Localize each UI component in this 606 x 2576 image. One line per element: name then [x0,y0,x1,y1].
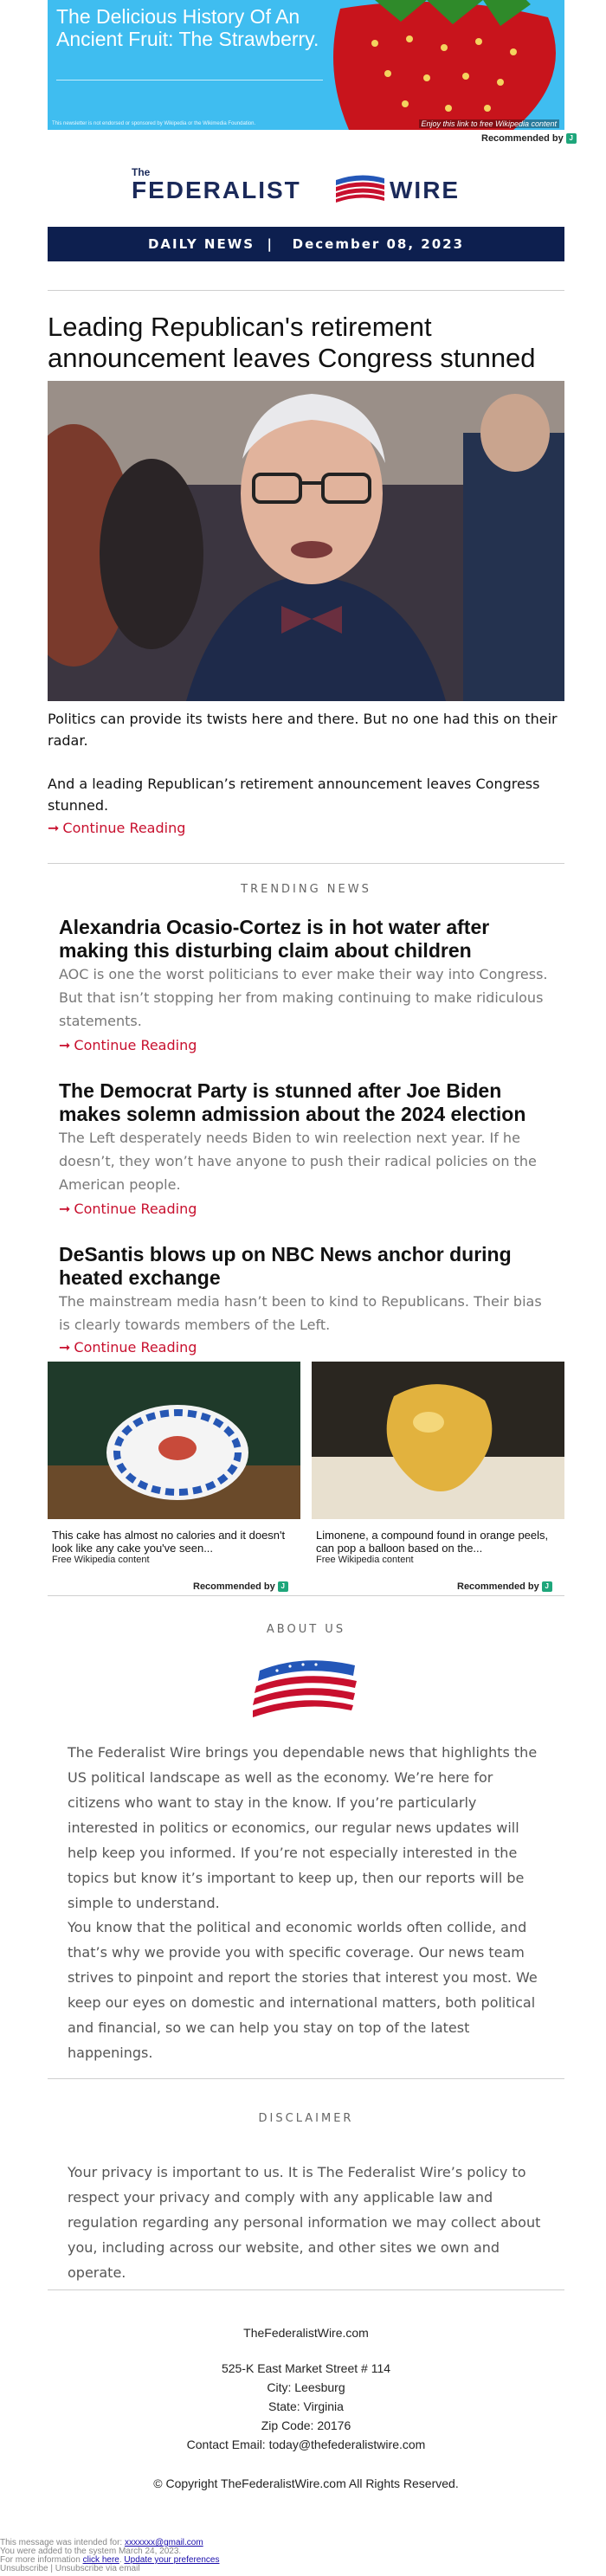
disclaimer-heading: DISCLAIMER [258,2112,354,2125]
trending-continue-reading-2[interactable] [59,1201,197,1217]
continue-reading-text: Continue Reading [62,820,186,836]
flag-icon [334,171,386,204]
lead-story-photo[interactable] [48,381,564,701]
footer-copyright: © Copyright TheFederalistWire.com All Rights Reserved. [153,2476,459,2490]
about-us-heading: ABOUT US [266,1623,346,1636]
trending-headline-1[interactable]: Alexandria Ocasio-Cortez is in hot water after making this disturbing claim about children [59,916,490,962]
divider [48,2289,564,2290]
recommended-text: Recommended by [457,1581,539,1592]
recommender-logo-icon: J [278,1581,288,1592]
recommender-logo-icon: J [566,133,577,144]
balloon-image [312,1362,564,1519]
card-source-1: Free Wikipedia content [52,1555,150,1565]
trending-headline-3[interactable]: DeSantis blows up on NBC News anchor during heated exchange [59,1243,512,1289]
trending-continue-reading-1[interactable] [59,1037,197,1053]
footer-state: State: Virginia [268,2399,344,2413]
divider [48,290,564,291]
lead-headline[interactable]: Leading Republican's retirement announcement leaves Congress stunned [48,312,536,373]
recipient-email-link[interactable]: xxxxxxx@gmail.com [124,2538,203,2547]
ad-disclaimer: This newsletter is not endorsed or sponsored by Wikipedia or the Wikimedia Foundation. [52,121,256,126]
more-info-prefix: For more information [0,2555,83,2565]
trending-summary-3: The mainstream media hasn’t been to kind to Republicans. Their bias is clearly towards members of the Left. [59,1293,542,1333]
recommended-text: Recommended by [481,133,564,144]
separator: . [119,2555,125,2565]
lead-continue-reading-link[interactable] [48,820,185,836]
footer-contact-email[interactable]: Contact Email: today@thefederalistwire.com [186,2438,426,2451]
arrow-right-icon: ➞ [59,1339,71,1356]
footer-site-link[interactable]: TheFederalistWire.com [243,2326,369,2340]
strawberry-image [323,0,564,130]
divider [48,1595,564,1596]
logo-the: The [132,166,151,178]
card-title-1: This cake has almost no calories and it doesn't look like any cake you've seen... [52,1529,286,1555]
legal-added-date: You were added to the system March 24, 2023. [0,2547,182,2556]
footer-street: 525-K East Market Street # 114 [221,2361,391,2375]
cake-plate-image [48,1362,300,1519]
trending-summary-2: The Left desperately needs Biden to win reelection next year. If he doesn’t, they won’t have anyone to push their radical policies on the American people. [59,1130,537,1193]
continue-reading-text: Continue Reading [74,1339,197,1356]
card-source-2: Free Wikipedia content [316,1555,414,1565]
divider [48,2078,564,2079]
arrow-right-icon: ➞ [48,820,60,836]
trending-news-heading: TRENDING NEWS [241,883,371,896]
recommended-by-label[interactable] [481,133,577,144]
federalist-wire-logo[interactable] [128,166,483,211]
recommended-by-label[interactable] [457,1581,552,1592]
divider [48,863,564,864]
lead-paragraph-2: And a leading Republican’s retirement announcement leaves Congress stunned. [48,776,540,814]
logo-federalist: FEDERALIST [132,177,301,203]
about-paragraph-2: You know that the political and economic worlds often collide, and that’s why we provide you with specific coverage. Our news team strives to pinpoint and report the stories that interest you most. We keep our eyes on domestic and international matters, both political and financial, so we can help you stay on top of the latest happenings. [68,1919,538,2061]
click-here-link[interactable]: click here [82,2555,119,2565]
update-preferences-link[interactable]: Update your preferences [124,2555,220,2565]
lead-paragraph-1: Politics can provide its twists here and there. But no one had this on their radar. [48,711,558,749]
trending-headline-2[interactable]: The Democrat Party is stunned after Joe Biden makes solemn admission about the 2024 election [59,1079,526,1125]
daily-news-date-bar: DAILY NEWS | December 08, 2023 [48,227,564,261]
arrow-right-icon: ➞ [59,1037,71,1053]
intended-prefix: This message was intended for: [0,2538,125,2547]
card-title-2: Limonene, a compound found in orange peels, can pop a balloon based on the... [316,1529,549,1555]
flag-icon [251,1653,360,1723]
recommended-text: Recommended by [193,1581,275,1592]
disclaimer-paragraph: Your privacy is important to us. It is The Federalist Wire’s policy to respect your privacy and comply with any applicable law and regulation regarding any personal information we may collect about you, including across our website, and other sites we own and operate. [68,2164,541,2281]
recommender-logo-icon: J [542,1581,552,1592]
about-paragraph-1: The Federalist Wire brings you dependable news that highlights the US political landscape as well as the economy. We’re here for citizens who want to stay in the know. If you’re particularly interested in politics or economics, our regular news updates will help keep you informed. If you’re not especially interested in the topics but know it’s important to keep up, then our reports will be simple to understand. [68,1744,538,1911]
logo-wire: WIRE [390,177,461,203]
wikipedia-ad-banner[interactable] [48,0,564,130]
recommended-card-1[interactable] [48,1362,300,1565]
recommended-by-label[interactable] [193,1581,288,1592]
footer-zip: Zip Code: 20176 [261,2418,351,2432]
trending-continue-reading-3[interactable] [59,1339,197,1356]
continue-reading-text: Continue Reading [74,1201,197,1217]
ad-caption: Enjoy this link to free Wikipedia content [419,119,560,128]
trending-summary-1: AOC is one the worst politicians to ever make their way into Congress. But that isn’t stopping her from making continuing to make ridiculous statements. [59,966,548,1029]
continue-reading-text: Continue Reading [74,1037,197,1053]
recommended-card-2[interactable] [312,1362,564,1565]
unsubscribe-links[interactable]: Unsubscribe | Unsubscribe via email [0,2564,140,2573]
footer-city: City: Leesburg [267,2380,345,2394]
ad-title: The Delicious History Of An Ancient Fruit: The Strawberry. [56,5,319,50]
arrow-right-icon: ➞ [59,1201,71,1217]
